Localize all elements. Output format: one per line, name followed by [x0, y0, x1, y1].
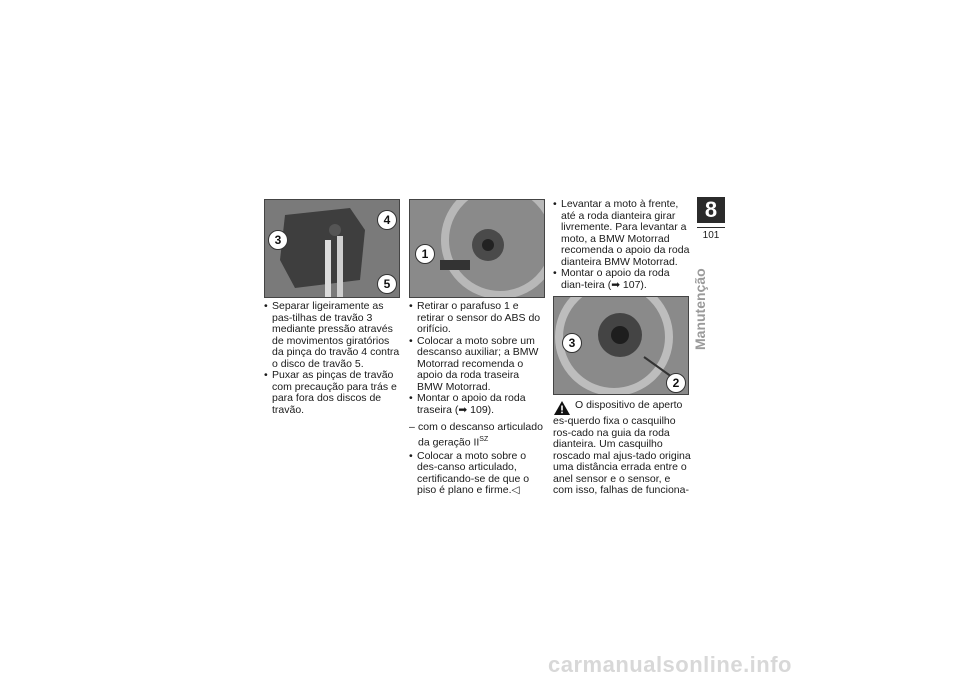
page-number: 101: [697, 227, 725, 241]
callout-3: 3: [268, 230, 288, 250]
list-item: • Montar o apoio da roda traseira (➡ 109).: [409, 393, 547, 416]
warning-icon: [553, 400, 571, 416]
callout-2: 2: [666, 373, 686, 393]
warning-text: O dispositivo de aperto es-querdo fixa o casquilho ros-cado na guia da roda dianteira. Um casquilho roscado mal ajus-tado origina uma distância errada entre o anel sensor e o sensor, e com isso, falhas de funciona-: [553, 399, 691, 496]
photo-front-axle: [553, 296, 689, 395]
callout-1: 1: [415, 244, 435, 264]
column-1-text: [264, 301, 402, 416]
list-item: • Separar ligeiramente as pas-tilhas de travão 3 mediante pressão através de movimentos giratórios da pinça do travão 4 contra o disco de travão 5.: [264, 301, 402, 370]
chapter-tab: [697, 197, 725, 241]
chapter-number: 8: [697, 197, 725, 223]
list-item: • Colocar a moto sobre um descanso auxiliar; a BMW Motorrad recomenda o apoio da roda traseira BMW Motorrad.: [409, 336, 547, 394]
condition-sup: SZ: [479, 435, 489, 443]
list-item: • Levantar a moto à frente, até a roda dianteira girar livremente. Para levantar a moto, a BMW Motorrad recomenda o apoio da roda dianteira BMW Motorrad.: [553, 199, 691, 268]
column-3-warning: [553, 400, 691, 497]
callout-5: 5: [377, 274, 397, 294]
column-2-text: [409, 301, 547, 497]
callout-3: 3: [562, 333, 582, 353]
callout-4: 4: [377, 210, 397, 230]
list-item: • Retirar o parafuso 1 e retirar o sensor do ABS do orifício.: [409, 301, 547, 336]
condition-text: com o descanso articulado da geração II: [418, 421, 543, 448]
list-item: • Montar o apoio da roda dian-teira (➡ 107).: [553, 268, 691, 291]
photo-brake-caliper: [264, 199, 400, 298]
list-item: • Colocar a moto sobre o des-canso articulado, certificando-se de que o piso é plano e firme.◁: [409, 451, 547, 497]
chapter-title: Manutenção: [692, 268, 708, 350]
photo-abs-sensor: [409, 199, 545, 298]
footer-watermark: carmanualsonline.info: [548, 652, 792, 677]
condition-line: [409, 422, 547, 449]
column-3-text-top: [553, 199, 691, 291]
list-item: • Puxar as pinças de travão com precaução para trás e para fora dos discos de travão.: [264, 370, 402, 416]
